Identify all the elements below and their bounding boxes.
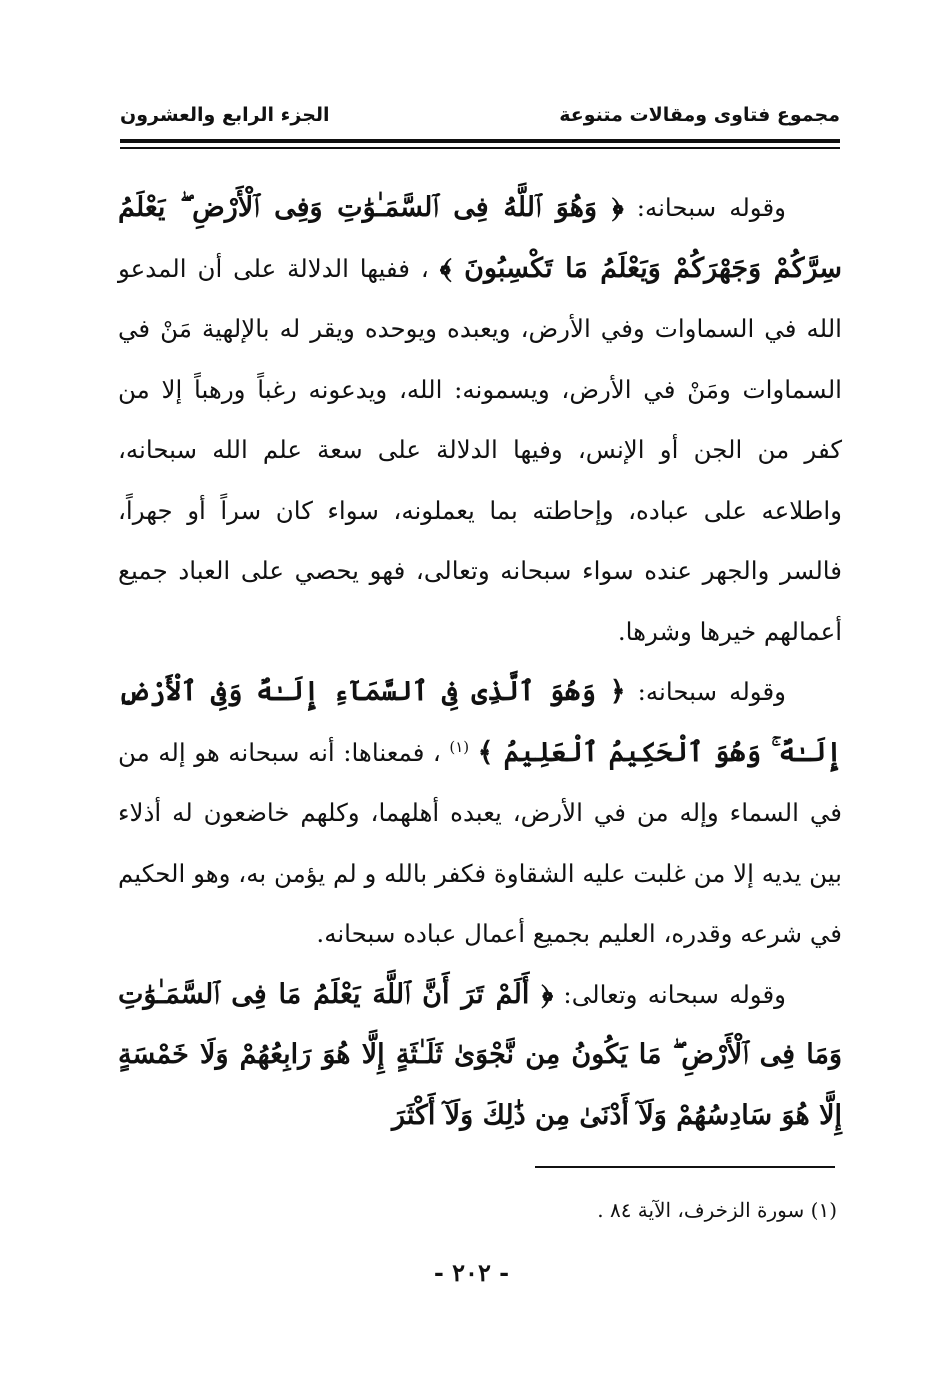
page-body xyxy=(118,178,842,1146)
paragraph-intro: وقوله سبحانه: xyxy=(623,193,786,222)
book-title: مجموع فتاوى ومقالات متنوعة xyxy=(559,104,840,126)
running-header xyxy=(120,104,840,136)
header-rule-thin xyxy=(120,147,840,149)
header-rule-thick xyxy=(120,139,840,143)
quran-verse: ﴿ وَهُوَ ٱللَّهُ فِى ٱلسَّمَـٰوَٰتِ وَفِى ٱلْأَرْضِ ۖ يَعْلَمُ سِرَّكُمْ وَجَهْرَكُمْ وَيَعْلَمُ مَا تَكْسِبُونَ ﴾ xyxy=(118,192,842,284)
quran-verse: ﴿ أَلَمْ تَرَ أَنَّ ٱللَّهَ يَعْلَمُ مَا فِى ٱلسَّمَـٰوَٰتِ وَمَا فِى ٱلْأَرْضِ ۖ مَا يَكُونُ مِن نَّجْوَىٰ ثَلَـٰثَةٍ إِلَّا هُوَ رَابِعُهُمْ وَلَا خَمْسَةٍ إِلَّا هُوَ سَادِسُهُمْ وَلَآ أَدْنَىٰ مِن ذَٰلِكَ وَلَآ أَكْثَرَ xyxy=(118,978,842,1131)
paragraph xyxy=(118,662,842,965)
paragraph-intro: وقوله سبحانه وتعالى: xyxy=(553,979,786,1009)
footnote: (١) سورة الزخرف، الآية ٨٤ . xyxy=(597,1198,837,1222)
paragraph-intro: وقوله سبحانه: xyxy=(625,677,786,706)
page-number: - ٢٠٢ - xyxy=(433,1258,510,1287)
quran-verse: ﴿ وَهُوَ ٱلَّذِى فِى ٱلسَّمَآءِ إِلَـٰهٌ وَفِى ٱلْأَرْضِ إِلَـٰهٌ ۚ وَهُوَ ٱلْحَكِيمُ ٱلْعَلِيمُ ﴾ xyxy=(118,676,842,768)
footnote-reference: (١) xyxy=(449,737,470,756)
paragraph xyxy=(118,178,842,662)
paragraph xyxy=(118,965,842,1147)
part-label: الجزء الرابع والعشرون xyxy=(120,104,330,126)
paragraph-text: ، ففيها الدلالة على أن المدعو الله في السماوات وفي الأرض، ويعبده ويوحده ويقر له بالإلهية مَنْ في السماوات ومَنْ في الأرض، ويسمونه: الله، ويدعونه رغباً ورهباً إلا من كفر من الجن أو الإنس، وفيها الدلالة على سعة علم الله سبحانه، واطلاعه على عباده، وإحاطته بما يعملونه، سواء كان سراً أو جهراً، فالسر والجهر عنده سواء سبحانه وتعالى، فهو يحصي على العباد جميع أعمالهم خيرها وشرها. xyxy=(118,253,842,646)
footnote-separator xyxy=(535,1166,835,1168)
paragraph-text: ، فمعناها: أنه سبحانه هو إله من في السماء وإله من في الأرض، يعبده أهلهما، وكلهم خاضعون له أذلاء بين يديه إلا من غلبت عليه الشقاوة فكفر بالله و لم يؤمن به، وهو الحكيم في شرعه وقدره، العليم بجميع أعمال عباده سبحانه. xyxy=(118,737,842,948)
